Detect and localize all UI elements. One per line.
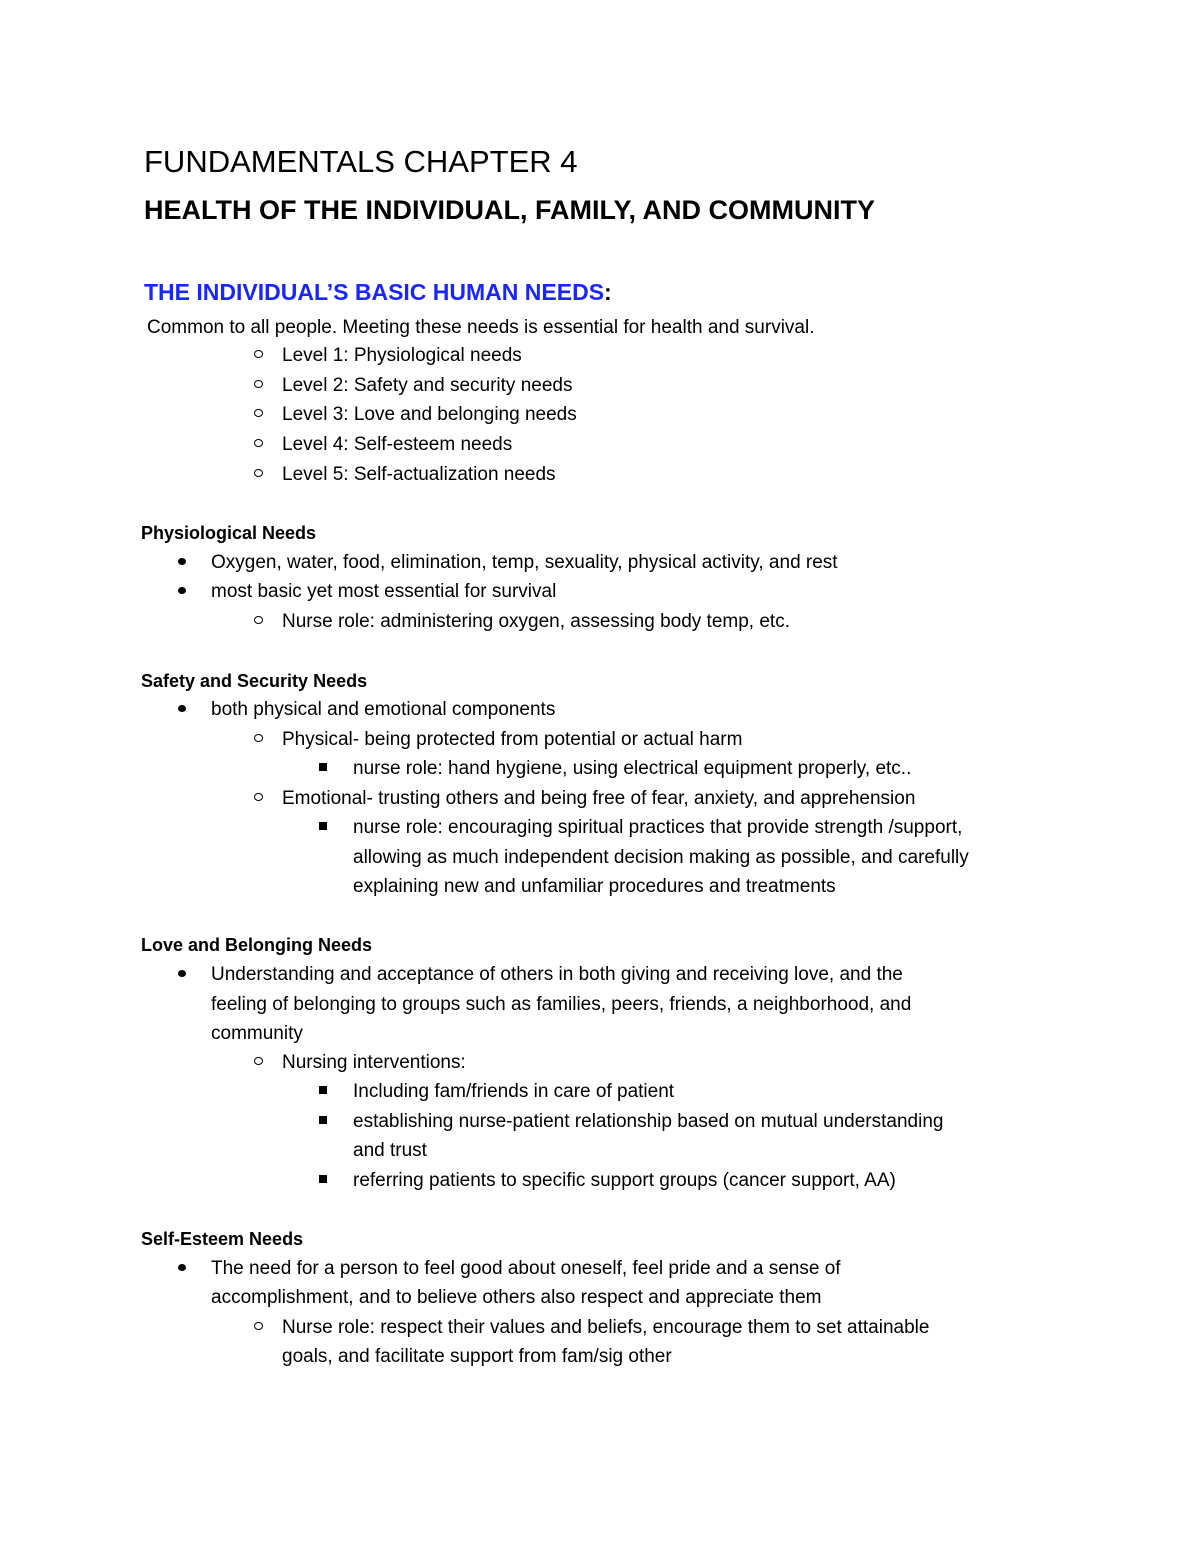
list-item-continuation: explaining new and unfamiliar procedures and treatments [353, 876, 836, 897]
list-item: Level 1: Physiological needs [282, 345, 522, 366]
list-item-continuation: community [211, 1023, 303, 1044]
list-item-continuation: feeling of belonging to groups such as families, peers, friends, a neighborhood, and [211, 994, 912, 1015]
list-item: establishing nurse-patient relationship based on mutual understanding [353, 1111, 944, 1132]
love-heading: Love and Belonging Needs [141, 935, 373, 955]
hollow-circle-bullet-icon [246, 1051, 270, 1075]
hollow-circle-bullet-icon [246, 610, 270, 634]
esteem-heading: Self-Esteem Needs [141, 1229, 304, 1249]
hollow-circle-bullet-icon [246, 374, 270, 398]
list-item: Nurse role: respect their values and beliefs, encourage them to set attainable [282, 1317, 930, 1338]
list-item: Physical- being protected from potential or actual harm [282, 729, 743, 750]
list-item-continuation: goals, and facilitate support from fam/sig other [282, 1346, 672, 1367]
hollow-circle-bullet-icon [246, 344, 270, 368]
hollow-circle-bullet-icon [246, 403, 270, 427]
list-item-continuation: accomplishment, and to believe others also respect and appreciate them [211, 1287, 822, 1308]
list-item: Emotional- trusting others and being free of fear, anxiety, and apprehension [282, 788, 916, 809]
section-intro: Common to all people. Meeting these needs is essential for health and survival. [147, 317, 815, 338]
list-item-continuation: allowing as much independent decision making as possible, and carefully [353, 847, 969, 868]
filled-circle-bullet-icon [170, 580, 194, 604]
filled-square-bullet-icon [311, 1080, 335, 1104]
filled-square-bullet-icon [311, 757, 335, 781]
filled-circle-bullet-icon [170, 1257, 194, 1281]
section-heading-text: THE INDIVIDUAL’S BASIC HUMAN NEEDS [144, 279, 605, 305]
physiological-heading: Physiological Needs [141, 523, 317, 543]
filled-circle-bullet-icon [170, 963, 194, 987]
section-heading [144, 277, 612, 307]
hollow-circle-bullet-icon [246, 1316, 270, 1340]
hollow-circle-bullet-icon [246, 463, 270, 487]
filled-square-bullet-icon [311, 816, 335, 840]
list-item: Oxygen, water, food, elimination, temp, sexuality, physical activity, and rest [211, 552, 838, 573]
list-item: Nursing interventions: [282, 1052, 466, 1073]
filled-square-bullet-icon [311, 1169, 335, 1193]
list-item: Level 3: Love and belonging needs [282, 404, 577, 425]
hollow-circle-bullet-icon [246, 433, 270, 457]
filled-circle-bullet-icon [170, 698, 194, 722]
safety-heading: Safety and Security Needs [141, 671, 368, 691]
list-item: nurse role: hand hygiene, using electrical equipment properly, etc.. [353, 758, 912, 779]
list-item: The need for a person to feel good about oneself, feel pride and a sense of [211, 1258, 841, 1279]
filled-circle-bullet-icon [170, 551, 194, 575]
list-item: Including fam/friends in care of patient [353, 1081, 675, 1102]
list-item: Understanding and acceptance of others in both giving and receiving love, and the [211, 964, 903, 985]
hollow-circle-bullet-icon [246, 728, 270, 752]
list-item: referring patients to specific support groups (cancer support, AA) [353, 1170, 896, 1191]
list-item: both physical and emotional components [211, 699, 556, 720]
list-item: Level 4: Self-esteem needs [282, 434, 513, 455]
list-item: most basic yet most essential for survival [211, 581, 557, 602]
hollow-circle-bullet-icon [246, 787, 270, 811]
list-item-continuation: and trust [353, 1140, 427, 1161]
section-heading-colon: : [604, 279, 612, 305]
list-item: nurse role: encouraging spiritual practices that provide strength /support, [353, 817, 963, 838]
filled-square-bullet-icon [311, 1110, 335, 1134]
page-subtitle: HEALTH OF THE INDIVIDUAL, FAMILY, AND COMMUNITY [144, 195, 875, 225]
list-item: Nurse role: administering oxygen, assessing body temp, etc. [282, 611, 790, 632]
list-item: Level 2: Safety and security needs [282, 375, 573, 396]
page-title: FUNDAMENTALS CHAPTER 4 [144, 144, 578, 179]
list-item: Level 5: Self-actualization needs [282, 464, 556, 485]
